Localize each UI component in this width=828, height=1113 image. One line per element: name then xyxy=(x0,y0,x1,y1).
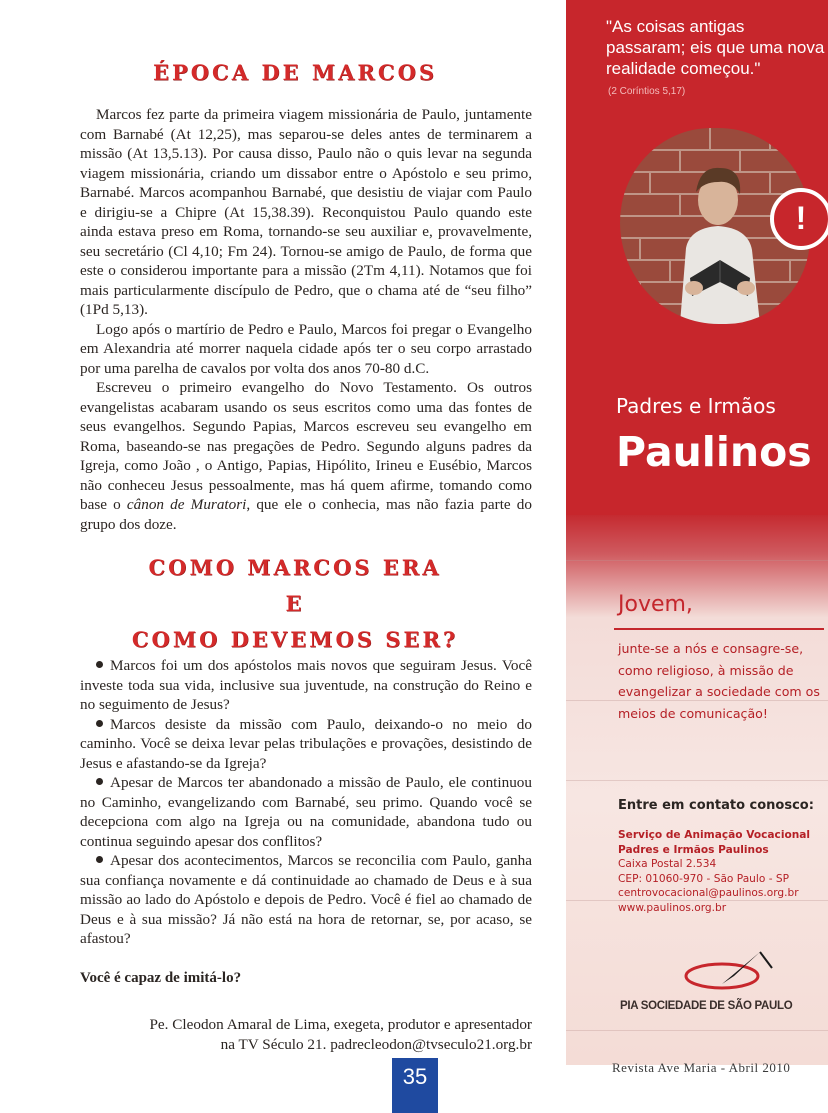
bullet-icon xyxy=(96,661,103,668)
reflection-list xyxy=(80,656,532,949)
page-number: 35 xyxy=(392,1058,438,1113)
bible-quote: "As coisas antigas passaram; eis que uma nova realidade começou." xyxy=(606,17,825,78)
org-name-large: Paulinos xyxy=(616,428,812,476)
article-body xyxy=(80,105,532,534)
ad-sidebar xyxy=(566,0,828,1065)
exclamation-icon: ! xyxy=(770,188,828,250)
contact-box: Caixa Postal 2.534 xyxy=(618,858,717,870)
paragraph-2: Logo após o martírio de Pedro e Paulo, Marcos foi pregar o Evangelho em Alexandria até morrer naquela cidade após ter o seu corpo arrastado por uma parelha de cavalos por volta dos anos 70-80 d.C. xyxy=(80,320,532,377)
contact-org-1: Serviço de Animação Vocacional xyxy=(618,829,811,841)
contact-org-2: Padres e Irmãos Paulinos xyxy=(618,843,769,856)
heading2-line2: E xyxy=(285,591,305,616)
brick-line xyxy=(566,1030,828,1031)
contact-title: Entre em contato conosco: xyxy=(618,798,814,813)
section-heading-epoca: ÉPOCA DE MARCOS xyxy=(152,60,438,85)
pia-sociedade-logo-icon xyxy=(676,946,776,994)
invitation-text: junte-se a nós e consagre-se, como religioso, à missão de evangelizar a sociedade com os meios de comunicação! xyxy=(618,641,820,721)
magazine-footer: Revista Ave Maria - Abril 2010 xyxy=(612,1060,791,1075)
heading2-line1: COMO MARCOS ERA xyxy=(148,555,442,580)
contact-website: www.paulinos.org.br xyxy=(618,901,727,914)
author-credit xyxy=(80,1015,532,1055)
section-heading-como xyxy=(50,550,540,658)
bullet-icon xyxy=(96,856,103,863)
paragraph-3-italic: cânon de Muratori xyxy=(126,496,247,513)
brick-line xyxy=(566,560,828,561)
list-item xyxy=(80,715,532,774)
org-name-small: Padres e Irmãos xyxy=(616,394,776,418)
closing-question: Você é capaz de imitá-lo? xyxy=(80,970,242,986)
author-line-1: Pe. Cleodon Amaral de Lima, exegeta, produtor e apresentador xyxy=(149,1016,532,1033)
list-item xyxy=(80,773,532,851)
author-line-2: na TV Século 21. padrecleodon@tvseculo21.org.br xyxy=(220,1036,532,1053)
paragraph-1: Marcos fez parte da primeira viagem missionária de Paulo, juntamente com Barnabé (At 12,25), mas separou-se deles antes de terminarem a missão (At 13,5.13). Por causa disso, Paulo não o quis levar na segunda viagem missionária, criando um dissabor entre o Apóstolo e seu primo, Barnabé. Marcos acompanhou Barnabé, que desistiu de viajar com Paulo e dirigiu-se a Chipre (At 15,38.39). Reconquistou Paulo quando este ainda estava preso em Roma, tornando-se seu auxiliar e, provavelmente, seu secretário (Cl 4,10; Fm 24). Tornou-se amigo de Paulo, de forma que este o considerou importante para a missão (2Tm 4,11). Notamos que foi mais particularmente discípulo de Pedro, que o chama até de “seu filho” (1Pd 5,13). xyxy=(80,106,532,318)
contact-block xyxy=(618,828,828,915)
list-item-text: Marcos desiste da missão com Paulo, deixando-o no meio do caminho. Você se deixa levar pelas tribulações e provações, desistindo de Jesus e afastando-se da Igreja? xyxy=(80,715,532,772)
list-item xyxy=(80,851,532,949)
contact-email: centrovocacional@paulinos.org.br xyxy=(618,887,799,899)
heading2-line3: COMO DEVEMOS SER? xyxy=(131,627,459,652)
bullet-icon xyxy=(96,720,103,727)
logo-text: PIA SOCIEDADE DE SÃO PAULO xyxy=(620,1000,793,1012)
brick-line xyxy=(566,780,828,781)
jovem-heading: Jovem, xyxy=(618,592,693,617)
list-item-text: Apesar de Marcos ter abandonado a missão de Paulo, ele continuou no Caminho, evangelizando com Barnabé, seu primo. Quando você se decepciona com algo na Igreja ou na comunidade, abandona tudo ou continua seguindo apesar dos conflitos? xyxy=(80,774,532,850)
divider xyxy=(614,628,824,630)
paragraph-3-text: Escreveu o primeiro evangelho do Novo Testamento. Os outros evangelistas acabaram usando os seus escritos como uma das fontes de seus evangelhos. Segundo Papias, Marcos escreveu seu evangelho em Roma, baseando-se nas pregações de Pedro. Segundo alguns padres da Igreja, como João , o Antigo, Papias, Hipólito, Irineu e Eusébio, Marcos não conheceu Jesus pessoalmente, mas há quem afirme, tomando como base o xyxy=(80,379,532,513)
list-item-text: Marcos foi um dos apóstolos mais novos que seguiram Jesus. Você investe toda sua vida, inclusive sua juventude, na construção do Reino e no seguimento de Jesus? xyxy=(80,657,532,713)
contact-cep: CEP: 01060-970 - São Paulo - SP xyxy=(618,872,789,885)
list-item xyxy=(80,656,532,715)
bullet-icon xyxy=(96,778,103,785)
paragraph-3-end: , que ele o conhecia, mas não fazia parte do grupo dos doze. xyxy=(80,496,532,533)
list-item-text: Apesar dos acontecimentos, Marcos se reconcilia com Paulo, ganha sua confiança novamente e dá continuidade ao chamado de Deus e à sua missão ao lado do Apóstolo e depois de Pedro. Você é fiel ao chamado de Deus e à sua missão? Já não está na hora de retornar, se, por acaso, se afastou? xyxy=(80,852,532,947)
bible-quote-ref: (2 Coríntios 5,17) xyxy=(608,86,686,97)
paragraph-3 xyxy=(80,378,532,534)
